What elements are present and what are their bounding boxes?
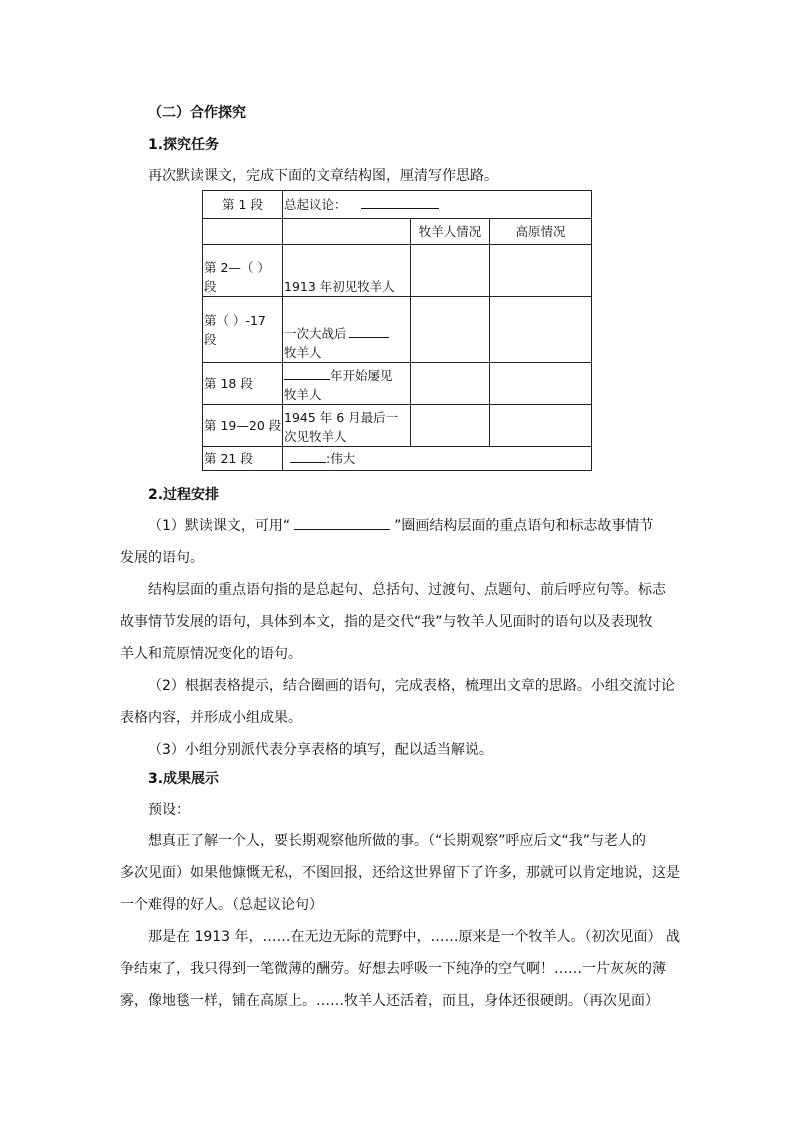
paragraph-1-label: 第 1 段	[222, 197, 263, 212]
row-label: 段	[204, 331, 217, 347]
row-event: 牧羊人	[284, 345, 322, 360]
step-1-suffix: ”圈画结构层面的重点语句和标志故事情节	[394, 518, 654, 534]
row-label: 第 18 段	[204, 376, 253, 391]
table-cell	[203, 447, 283, 471]
row-event: 年开始屡见	[330, 368, 393, 383]
table-cell	[283, 405, 411, 447]
step-1-prefix: （1）默读课文，可用“	[148, 518, 291, 534]
results-paragraph-line: 那是在 1913 年，……在无边无际的荒野中，……原来是一个牧羊人。（初次见面） 战	[148, 929, 680, 945]
process-step-1	[148, 515, 653, 535]
row-label: 第 21 段	[204, 451, 253, 466]
table-cell	[203, 363, 283, 405]
table-row	[203, 363, 592, 405]
table-cell[interactable]	[411, 363, 490, 405]
row-event: 一次大战后	[284, 326, 347, 341]
process-note-line: 羊人和荒原情况变化的语句。	[120, 646, 302, 662]
general-argument-label: 总起议论：	[284, 197, 347, 212]
row-event: 1913 年初见牧羊人	[284, 279, 395, 294]
table-row	[203, 297, 592, 363]
results-paragraph-line: 一个难得的好人。（总起议论句）	[120, 897, 323, 913]
table-cell	[203, 245, 283, 297]
row-event: 1945 年 6 月最后一	[284, 410, 399, 425]
table-row	[203, 447, 592, 471]
results-paragraph-line: 雾，像地毯一样，铺在高原上。……牧羊人还活着，而且，身体还很硬朗。（再次见面）	[120, 993, 659, 1009]
fill-blank[interactable]	[349, 337, 389, 338]
table-cell	[283, 447, 592, 471]
row-label: 第 19—20 段	[204, 418, 282, 433]
section-title: （二）合作探究	[148, 105, 246, 121]
row-event: 牧羊人	[284, 387, 322, 402]
process-step-1-cont: 发展的语句。	[120, 550, 204, 566]
row-event: 次见牧羊人	[284, 429, 347, 444]
results-paragraph-line: 多次见面）如果他慷慨无私，不图回报，还给这世界留下了许多，那就可以肯定地说，这是	[120, 865, 680, 881]
fill-blank[interactable]	[290, 462, 326, 463]
table-cell[interactable]	[411, 297, 490, 363]
row-label: 段	[204, 279, 217, 294]
task-heading: 1.探究任务	[148, 137, 220, 153]
process-step-2-cont: 表格内容，并形成小组成果。	[120, 710, 302, 726]
structure-table	[202, 190, 592, 471]
table-cell	[203, 297, 283, 363]
fill-blank[interactable]	[284, 379, 330, 380]
task-instruction: 再次默读课文，完成下面的文章结构图，厘清写作思路。	[148, 168, 498, 184]
table-row	[203, 405, 592, 447]
process-heading: 2.过程安排	[148, 487, 220, 503]
header-herder: 牧羊人情况	[411, 219, 490, 245]
table-row	[203, 191, 592, 219]
row-label: 第 2—（ ）	[204, 260, 270, 275]
fill-blank[interactable]	[361, 208, 439, 209]
table-cell[interactable]	[490, 245, 592, 297]
header-plateau: 高原情况	[490, 219, 592, 245]
table-cell	[283, 363, 411, 405]
process-note-line: 结构层面的重点语句指的是总起句、总括句、过渡句、点题句、前后呼应句等。标志	[148, 582, 666, 598]
table-cell[interactable]	[411, 405, 490, 447]
row-label: 第（ ）-17	[204, 312, 266, 328]
process-note-line: 故事情节发展的语句，具体到本文，指的是交代“我”与牧羊人见面时的语句以及表现牧	[120, 614, 653, 630]
table-cell	[283, 219, 411, 245]
table-cell	[203, 219, 283, 245]
results-heading: 3.成果展示	[148, 771, 220, 787]
table-cell	[283, 297, 411, 363]
table-cell[interactable]	[490, 405, 592, 447]
table-cell	[203, 191, 283, 219]
results-paragraph-line: 想真正了解一个人，要长期观察他所做的事。（“长期观察”呼应后文“我”与老人的	[148, 833, 647, 849]
process-step-2: （2）根据表格提示，结合圈画的语句，完成表格，梳理出文章的思路。小组交流讨论	[148, 678, 675, 694]
fill-blank[interactable]	[294, 529, 390, 530]
table-cell[interactable]	[490, 363, 592, 405]
table-cell	[283, 191, 592, 219]
table-cell	[283, 245, 411, 297]
table-cell[interactable]	[411, 245, 490, 297]
results-paragraph-line: 争结束了，我只得到一笔微薄的酬劳。好想去呼吸一下纯净的空气啊！……一片灰灰的薄	[120, 961, 666, 977]
table-row	[203, 245, 592, 297]
table-cell	[203, 405, 283, 447]
process-step-3: （3）小组分别派代表分享表格的填写，配以适当解说。	[148, 742, 493, 758]
table-header-row	[203, 219, 592, 245]
table-cell[interactable]	[490, 297, 592, 363]
results-preset: 预设：	[148, 802, 190, 818]
row-event: :伟大	[326, 451, 356, 466]
